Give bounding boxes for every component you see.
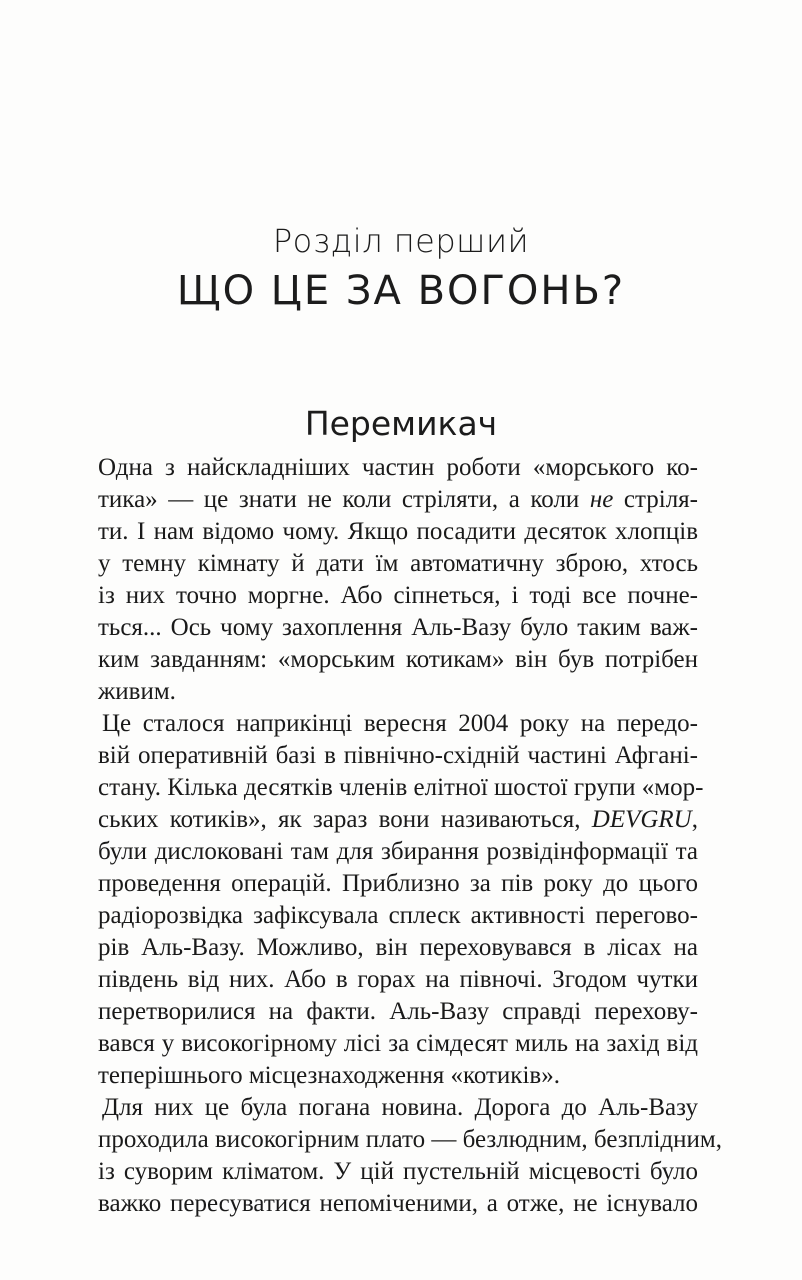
text-line: із них точно моргне. Або сіпнеться, і тоді все почне- <box>98 582 698 609</box>
text-line: ться... Ось чому захоплення Аль-Вазу було таким важ- <box>98 614 698 641</box>
text-line: рів Аль-Вазу. Можливо, він переховувався в лісах на <box>98 934 698 961</box>
text-line: стану. Кілька десятків членів елітної шостої групи «мор- <box>98 774 704 801</box>
paragraph-1 <box>98 452 698 708</box>
text-line-part: стріля- <box>613 486 699 513</box>
text-line: теперішнього місцезнаходження «котиків». <box>98 1062 560 1089</box>
text-line-part: , <box>691 806 698 833</box>
chapter-label: Розділ перший <box>272 222 530 260</box>
text-line: проходила високогірним плато — безлюдним, безплідним, <box>98 1126 722 1153</box>
paragraph-3 <box>98 1092 722 1220</box>
text-line: проведення операцій. Приблизно за пів року до цього <box>98 870 698 897</box>
text-line: із суворим кліматом. У цій пустельній місцевості було <box>98 1158 698 1185</box>
section-title: Перемикач <box>304 404 498 443</box>
text-line: були дислоковані там для збирання розвідінформації та <box>98 838 698 865</box>
body-text <box>98 452 722 1220</box>
text-line: ким завданням: «морським котикам» він був потрібен <box>98 646 698 673</box>
chapter-title: ЩО ЦЕ ЗА ВОГОНЬ? <box>176 268 626 314</box>
text-line: радіорозвідка зафіксувала сплеск активності перегово- <box>98 902 698 929</box>
text-line <box>98 484 698 516</box>
text-line: Одна з найскладніших частин роботи «морського ко- <box>98 454 698 481</box>
text-line: перетворилися на факти. Аль-Вазу справді перехову- <box>98 998 698 1025</box>
text-line: вій оперативній базі в північно-східній частині Афгані- <box>98 742 698 769</box>
text-line: Це сталося наприкінці вересня 2004 року на передо- <box>102 710 698 737</box>
italic-word: DEVGRU <box>591 806 692 833</box>
text-line: Для них це була погана новина. Дорога до Аль-Вазу <box>102 1094 698 1121</box>
text-line: південь від них. Або в горах на півночі. Згодом чутки <box>98 966 698 993</box>
text-line: ти. І нам відомо чому. Якщо посадити десяток хлопців <box>98 518 698 545</box>
text-line: вався у високогірному лісі за сімдесят миль на захід від <box>98 1030 698 1057</box>
text-line-part: ських котиків», як зараз вони називаються, <box>98 806 592 833</box>
text-line: живим. <box>98 678 176 705</box>
paragraph-2 <box>98 708 704 1092</box>
text-line: важко пересуватися непоміченими, а отже, не існувало <box>98 1190 698 1217</box>
italic-word: не <box>589 486 614 513</box>
text-line-part: тика» — це знати не коли стріляти, а коли <box>98 486 590 513</box>
text-line <box>98 804 698 836</box>
text-line: у темну кімнату й дати їм автоматичну зброю, хтось <box>98 550 698 577</box>
